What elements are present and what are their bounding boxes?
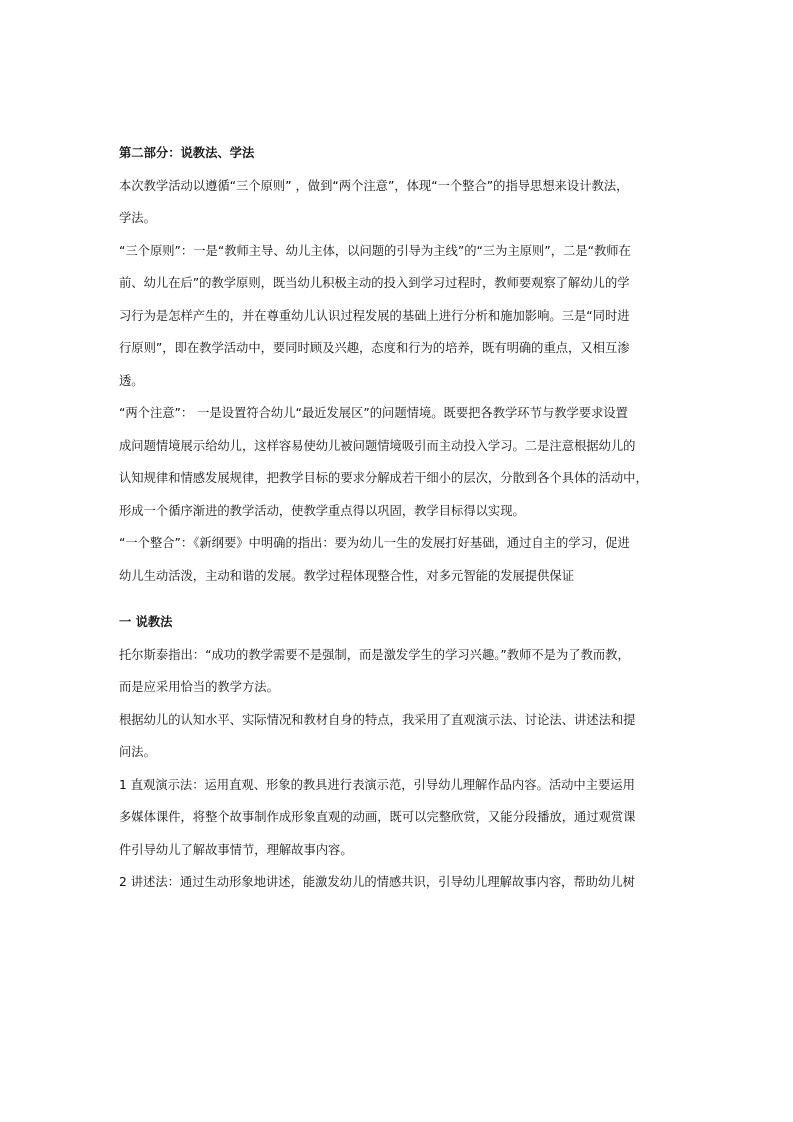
method-2-line-1: 2 讲述法：通过生动形象地讲述，能激发幼儿的情感共识，引导幼儿理解故事内容，帮助幼儿树: [119, 875, 635, 889]
one-integration-line-1: “一个整合”：《新纲要》中明确的指出：要为幼儿一生的发展打好基础，通过自主的学习，促进: [119, 536, 630, 550]
three-principles-line-2: 前、幼儿在后”的教学原则，既当幼儿积极主动的投入到学习过程时，教师要观察了解幼儿的学: [119, 276, 630, 290]
methods-intro-line-2: 问法。: [119, 745, 156, 759]
one-integration-line-2: 幼儿生动活泼，主动和谐的发展。教学过程体现整合性，对多元智能的发展提供保证: [119, 568, 574, 583]
two-notes-line-3: 认知规律和情感发展规律，把教学目标的要求分解成若干细小的层次，分散到各个具体的活动中，: [119, 471, 648, 485]
two-notes-line-1: “两个注意”： 一是设置符合幼儿“最近发展区”的问题情境。既要把各教学环节与教学要求设置: [119, 406, 628, 420]
subsection-title: 一 说教法: [119, 615, 173, 629]
three-principles-line-3: 习行为是怎样产生的，并在尊重幼儿认识过程发展的基础上进行分析和施加影响。三是“同时进: [119, 308, 630, 323]
tolstoy-line-2: 而是应采用恰当的教学方法。: [119, 680, 279, 694]
method-1-line-1: 1 直观演示法：运用直观、形象的教具进行表演示范，引导幼儿理解作品内容。活动中主要运用: [119, 777, 635, 792]
method-1-line-3: 件引导幼儿了解故事情节，理解故事内容。: [119, 842, 353, 857]
tolstoy-line-1: 托尔斯泰指出：“成功的教学需要不是强制，而是激发学生的学习兴趣。”教师不是为了教而教，: [119, 647, 630, 662]
method-1-line-2: 多媒体课件，将整个故事制作成形象直观的动画，既可以完整欣赏，又能分段播放，通过观赏课: [119, 810, 636, 824]
intro-line-1: 本次教学活动以遵循“三个原则” ，做到“两个注意”，体现“一个整合”的指导思想来设计教法，: [119, 178, 629, 193]
paragraph-gap: [119, 596, 679, 610]
intro-line-2: 学法。: [119, 211, 156, 225]
three-principles-line-4: 行原则”，即在教学活动中，要同时顾及兴趣，态度和行为的培养，既有明确的重点，又相互渗: [119, 341, 630, 355]
two-notes-line-4: 形成一个循序渐进的教学活动，使教学重点得以巩固，教学目标得以实现。: [119, 503, 525, 518]
methods-intro-line-1: 根据幼儿的认知水平、实际情况和教材自身的特点，我采用了直观演示法、讨论法、讲述法和提: [119, 712, 636, 727]
document-body: [119, 141, 679, 903]
three-principles-line-1: “三个原则”：一是“教师主导、幼儿主体，以问题的引导为主线”的“三为主原则”，二是“教师在: [119, 243, 631, 258]
two-notes-line-2: 成问题情境展示给幼儿，这样容易使幼儿被问题情境吸引而主动投入学习。二是注意根据幼儿的: [119, 438, 636, 453]
section-title: 第二部分：说教法、学法: [119, 146, 255, 160]
three-principles-line-5: 透。: [119, 373, 144, 388]
